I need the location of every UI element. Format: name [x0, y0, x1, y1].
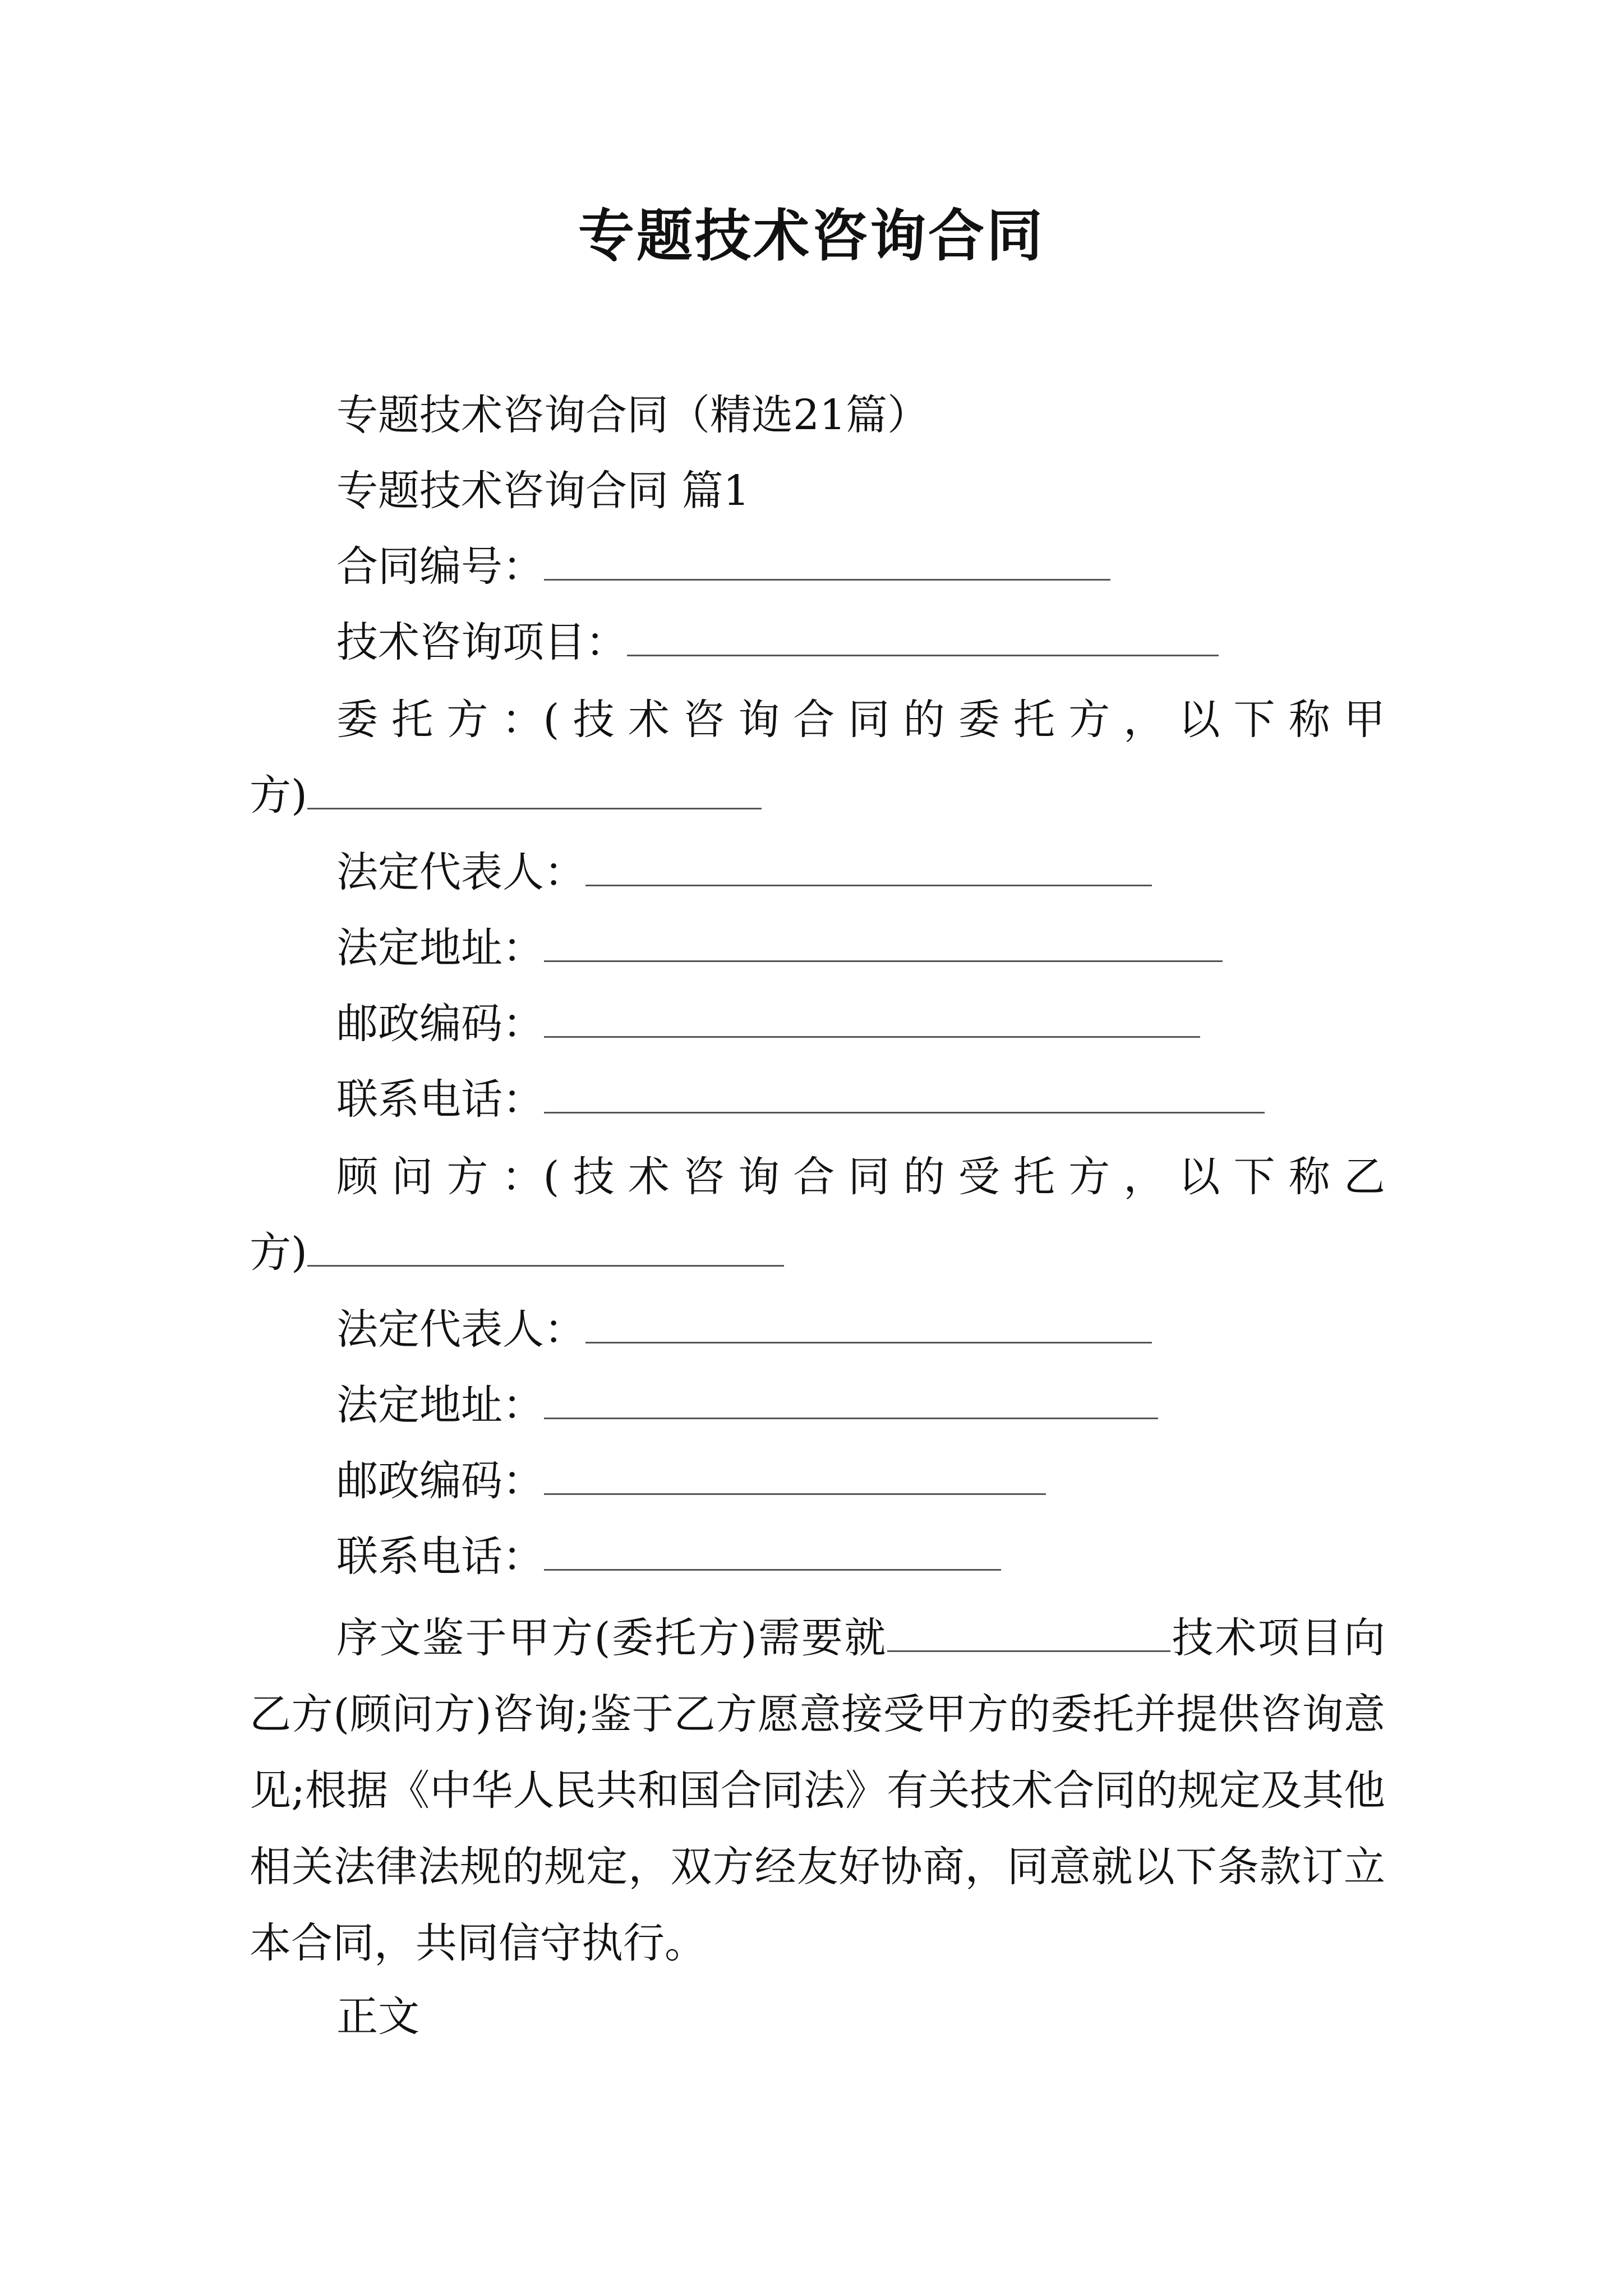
party-a-intro-char: 下	[1233, 696, 1275, 744]
party-b-postcode-blank[interactable]	[544, 1460, 1046, 1495]
preamble-body: 向乙方(顾问方)咨询;鉴于乙方愿意接受甲方的委托并提供咨询意见;根据《中华人民共和国合同法》有关技术合同的规定及其他相关法律法规的规定，双方经友好协商，同意就以下条款订立本合同，共同信守执行。	[250, 1614, 1385, 1967]
party-b-intro-char: 托	[1013, 1153, 1055, 1201]
party-b-phone-blank[interactable]	[544, 1535, 1001, 1571]
project-field	[336, 614, 1219, 670]
party-b-name-blank[interactable]	[307, 1231, 784, 1267]
party-a-intro-char: 托	[391, 696, 434, 744]
contract-number-blank[interactable]	[544, 545, 1110, 581]
party-a-address-blank[interactable]	[544, 927, 1223, 962]
party-a-rep-blank[interactable]	[585, 851, 1152, 886]
party-a-intro-char: 委	[958, 696, 1000, 744]
party-a-intro-char: 合	[793, 696, 835, 744]
party-b-intro-char: ：(	[501, 1153, 560, 1201]
party-a-postcode-blank[interactable]	[544, 1002, 1200, 1038]
party-a-rep-field	[336, 844, 1152, 900]
party-a-phone-field	[336, 1071, 1265, 1128]
party-b-intro-char: ，	[1123, 1153, 1165, 1201]
preamble-rest: 技术项目	[1170, 1614, 1344, 1662]
preamble-project-blank[interactable]	[887, 1617, 1170, 1652]
party-b-address-label: 法定地址：	[336, 1381, 544, 1429]
party-a-rep-label: 法定代表人：	[336, 848, 585, 896]
party-a-intro-char: ：(	[501, 696, 560, 744]
party-b-address-blank[interactable]	[544, 1384, 1158, 1419]
party-a-intro-char: 同	[848, 696, 890, 744]
preamble-paragraph	[250, 1600, 1385, 1981]
preamble-start: 序文鉴于甲方(委托方)需要就	[336, 1614, 888, 1662]
party-a-intro-char: 询	[738, 696, 780, 744]
party-b-intro-char: 方	[446, 1153, 488, 1201]
party-b-intro-char: 的	[903, 1153, 945, 1201]
party-b-intro-end	[250, 1225, 784, 1281]
party-b-intro	[336, 1149, 1385, 1205]
party-b-intro-end-label: 方)	[250, 1228, 307, 1277]
party-a-intro-char: ，	[1123, 696, 1165, 744]
party-a-postcode-label: 邮政编码：	[336, 1000, 544, 1048]
project-label: 技术咨询项目：	[336, 618, 627, 666]
party-b-intro-char: 方	[1068, 1153, 1110, 1201]
party-a-intro-char: 称	[1288, 696, 1330, 744]
party-a-postcode-field	[336, 996, 1200, 1052]
party-b-intro-char: 乙	[1343, 1153, 1385, 1201]
party-b-address-field	[336, 1377, 1158, 1433]
party-b-intro-char: 同	[848, 1153, 890, 1201]
party-a-intro-char: 术	[628, 696, 670, 744]
party-a-intro-end	[250, 767, 762, 823]
party-a-intro	[336, 692, 1385, 748]
party-b-intro-char: 以	[1178, 1153, 1220, 1201]
party-b-phone-label: 联系电话：	[336, 1533, 544, 1581]
section-heading: 专题技术咨询合同 篇1	[336, 467, 750, 515]
party-b-phone-field	[336, 1529, 1001, 1585]
party-a-intro-char: 技	[573, 696, 615, 744]
party-b-rep-field	[336, 1301, 1152, 1358]
party-a-intro-char: 委	[336, 696, 378, 744]
document-title: 专题技术咨询合同	[578, 203, 1045, 269]
party-a-intro-char: 以	[1178, 696, 1220, 744]
party-a-intro-char: 甲	[1343, 696, 1385, 744]
party-a-name-blank[interactable]	[307, 774, 762, 809]
party-b-postcode-field	[336, 1453, 1046, 1509]
party-a-intro-char: 托	[1013, 696, 1055, 744]
party-b-intro-char: 咨	[683, 1153, 725, 1201]
party-a-phone-label: 联系电话：	[336, 1075, 544, 1124]
party-a-intro-char: 的	[903, 696, 945, 744]
contract-number-field	[336, 539, 1110, 595]
party-a-phone-blank[interactable]	[544, 1078, 1265, 1114]
party-a-intro-char: 方	[446, 696, 488, 744]
party-b-postcode-label: 邮政编码：	[336, 1457, 544, 1505]
party-a-intro-char: 咨	[683, 696, 725, 744]
party-b-intro-char: 受	[958, 1153, 1000, 1201]
party-a-address-label: 法定地址：	[336, 924, 544, 972]
party-b-intro-char: 顾	[336, 1153, 378, 1201]
party-a-intro-end-label: 方)	[250, 771, 307, 820]
project-blank[interactable]	[627, 621, 1219, 656]
contract-number-label: 合同编号：	[336, 542, 544, 591]
party-b-intro-char: 称	[1288, 1153, 1330, 1201]
party-b-rep-label: 法定代表人：	[336, 1305, 585, 1354]
subtitle: 专题技术咨询合同（精选21篇）	[336, 391, 929, 439]
party-b-intro-char: 技	[573, 1153, 615, 1201]
party-b-rep-blank[interactable]	[585, 1308, 1152, 1343]
party-b-intro-char: 询	[738, 1153, 780, 1201]
party-a-intro-char: 方	[1068, 696, 1110, 744]
party-b-intro-char: 下	[1233, 1153, 1275, 1201]
party-b-intro-char: 合	[793, 1153, 835, 1201]
party-a-address-field	[336, 920, 1223, 976]
body-heading: 正文	[336, 1993, 419, 2041]
party-b-intro-char: 问	[391, 1153, 434, 1201]
party-b-intro-char: 术	[628, 1153, 670, 1201]
